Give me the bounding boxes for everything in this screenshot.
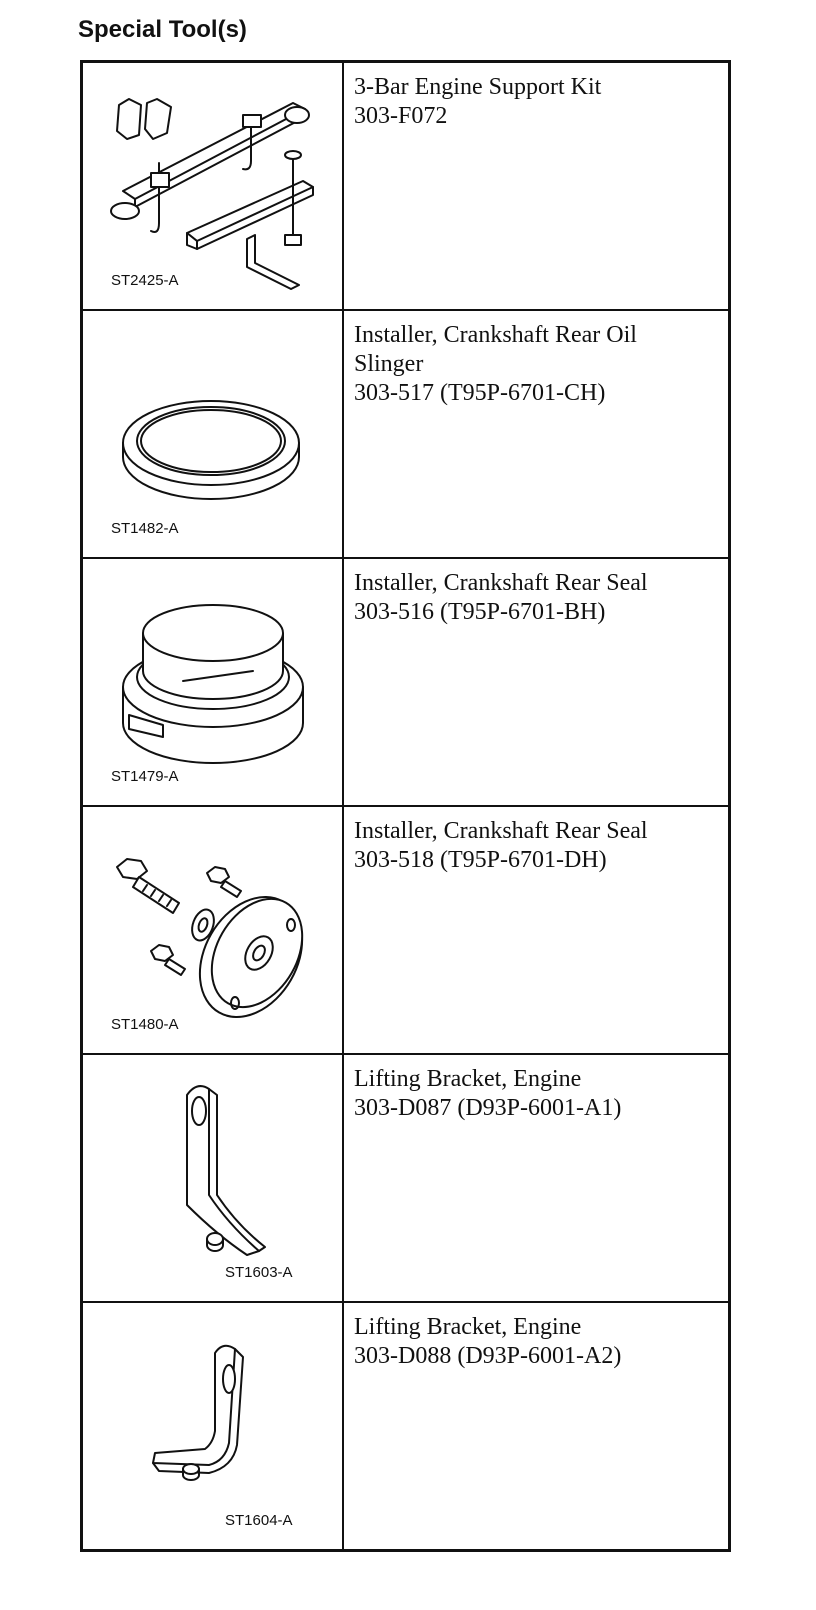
figure-code: ST1482-A — [111, 520, 179, 537]
tool-description-cell — [343, 806, 730, 1054]
tool-row — [82, 310, 730, 558]
tool-image-cell — [82, 1054, 344, 1302]
special-tools-table — [80, 60, 731, 1552]
tool-name: Installer, Crankshaft Rear Seal — [354, 818, 648, 844]
tool-row — [82, 558, 730, 806]
figure-code: ST1479-A — [111, 768, 179, 785]
tool-description-cell — [343, 62, 730, 311]
tool-part-number: 303-518 (T95P-6701-DH) — [354, 847, 607, 873]
figure-code: ST1480-A — [111, 1016, 179, 1033]
tool-part-number: 303-D087 (D93P-6001-A1) — [354, 1095, 622, 1121]
tool-row — [82, 1054, 730, 1302]
tool-image-cell — [82, 62, 344, 311]
tool-part-number: 303-517 (T95P-6701-CH) — [354, 380, 606, 406]
tool-name-continued: Slinger — [354, 351, 424, 377]
tool-part-number: 303-F072 — [354, 103, 448, 129]
lifting-bracket-icon — [83, 1055, 342, 1301]
tool-name: Installer, Crankshaft Rear Seal — [354, 570, 648, 596]
tool-part-number: 303-516 (T95P-6701-BH) — [354, 599, 606, 625]
tool-row — [82, 62, 730, 311]
tool-row — [82, 806, 730, 1054]
tool-name: 3-Bar Engine Support Kit — [354, 74, 602, 100]
tool-image-cell — [82, 558, 344, 806]
tool-image-cell — [82, 1302, 344, 1551]
tool-image-cell — [82, 806, 344, 1054]
tool-name: Lifting Bracket, Engine — [354, 1066, 582, 1092]
page-heading: Special Tool(s) — [78, 16, 247, 43]
tool-row — [82, 1302, 730, 1551]
tool-description-cell — [343, 310, 730, 558]
tool-name: Installer, Crankshaft Rear Oil — [354, 322, 637, 348]
tool-description-cell — [343, 1054, 730, 1302]
figure-code: ST2425-A — [111, 272, 179, 289]
tool-image-cell — [82, 310, 344, 558]
figure-code: ST1604-A — [225, 1512, 293, 1529]
tool-name: Lifting Bracket, Engine — [354, 1314, 582, 1340]
tool-description-cell — [343, 558, 730, 806]
tool-description-cell — [343, 1302, 730, 1551]
figure-code: ST1603-A — [225, 1264, 293, 1281]
tool-part-number: 303-D088 (D93P-6001-A2) — [354, 1343, 622, 1369]
lifting-bracket-icon — [83, 1303, 342, 1549]
